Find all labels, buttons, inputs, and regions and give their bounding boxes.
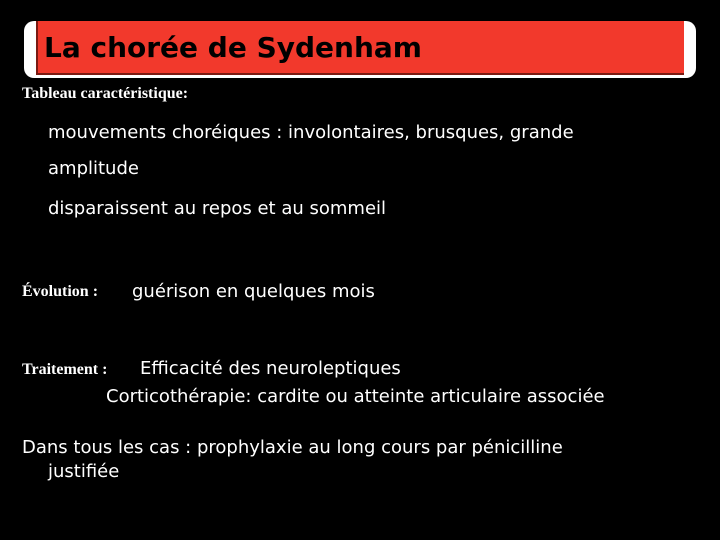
slide-title: La chorée de Sydenham [44,31,422,64]
note-line-2: justifiée [48,461,120,482]
tableau-item-1-continued: amplitude [48,158,139,179]
tableau-item-2: disparaissent au repos et au sommeil [48,198,387,219]
tableau-label: Tableau caractéristique: [22,85,189,102]
tableau-item-1: mouvements choréiques : involontaires, brusques, grande [48,122,574,143]
traitement-line-2: Corticothérapie: cardite ou atteinte articulaire associée [106,386,605,407]
traitement-line-1: Efficacité des neuroleptiques [140,358,401,379]
traitement-label: Traitement : [22,361,108,378]
evolution-text: guérison en quelques mois [132,281,375,302]
evolution-label: Évolution : [22,283,99,300]
note-line-1: Dans tous les cas : prophylaxie au long cours par pénicilline [22,437,563,458]
